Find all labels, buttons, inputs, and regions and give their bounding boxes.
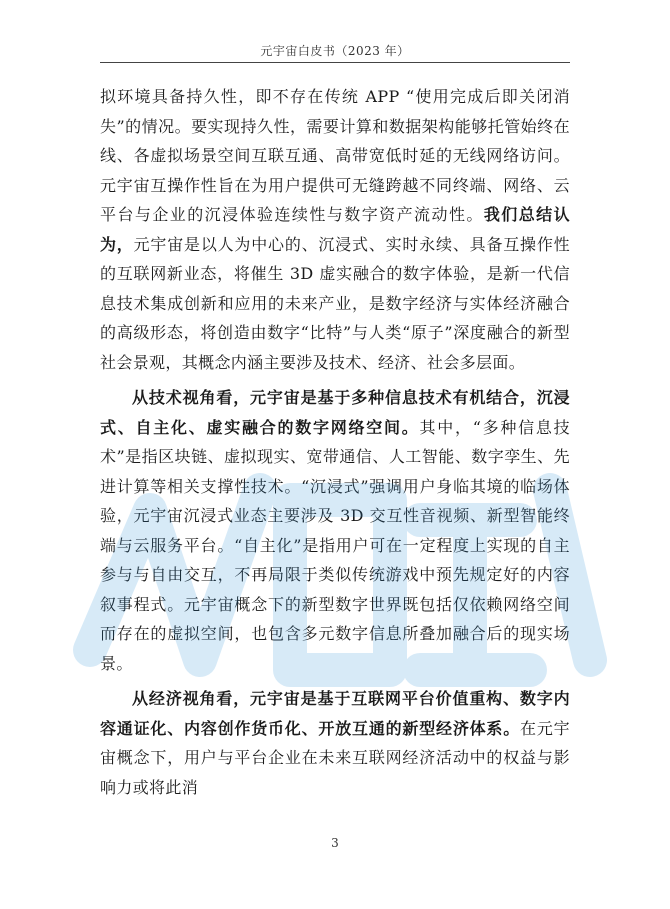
paragraph-2: [100, 383, 570, 678]
paragraph-1: [100, 82, 570, 377]
paragraph-2-rest: 其中，“多种信息技术”是指区块链、虚拟现实、宽带通信、人工智能、数字孪生、先进计算等相关支撑性技术。“沉浸式”强调用户身临其境的临场体验，元宇宙沉浸式业态主要涉及 3D 交互性音视频、新型智能终端与云服务平台。“自主化”是指用户可在一定程度上实现的自主参与与自由交互，不再局限于类似传统游戏中预先规定好的内容叙事程式。元宇宙概念下的新型数字世界既包括仅依赖网络空间而存在的虚拟空间，也包含多元数字信息所叠加融合后的现实场景。: [100, 417, 570, 673]
page-number: 3: [331, 836, 339, 850]
body-text: [100, 82, 570, 802]
paragraph-2-bold: 从技术视角看，元宇宙是基于多种信息技术有机结合，沉浸式、自主化、虚实融合的数字网络空间。: [100, 388, 570, 437]
paragraph-1-rest: 元宇宙是以人为中心的、沉浸式、实时永续、具备互操作性的互联网新业态，将催生 3D 虚实融合的数字体验，是新一代信息技术集成创新和应用的未来产业，是数字经济与实体经济融合的高级形态，将创造由数字“比特”与人类“原子”深度融合的新型社会景观，其概念内涵主要涉及技术、经济、社会多层面。: [100, 234, 570, 372]
paragraph-3-rest: 在元宇宙概念下，用户与平台企业在未来互联网经济活动中的权益与影响力或将此消: [100, 718, 570, 797]
paragraph-3-bold: 从经济视角看，元宇宙是基于互联网平台价值重构、数字内容通证化、内容创作货币化、开放互通的新型经济体系。: [100, 689, 570, 738]
paragraph-1-text: 拟环境具备持久性，即不存在传统 APP “使用完成后即关闭消失”的情况。要实现持久性，需要计算和数据架构能够托管始终在线、各虚拟场景空间互联互通、高带宽低时延的无线网络访问。元宇宙互操作性旨在为用户提供可无缝跨越不同终端、网络、云平台与企业的沉浸体验连续性与数字资产流动性。: [100, 87, 570, 224]
running-header: 元宇宙白皮书（2023 年）: [260, 44, 410, 58]
paragraph-3: [100, 684, 570, 802]
paragraph-1-bold: 我们总结认为，: [100, 205, 570, 254]
header-rule: [100, 62, 570, 63]
